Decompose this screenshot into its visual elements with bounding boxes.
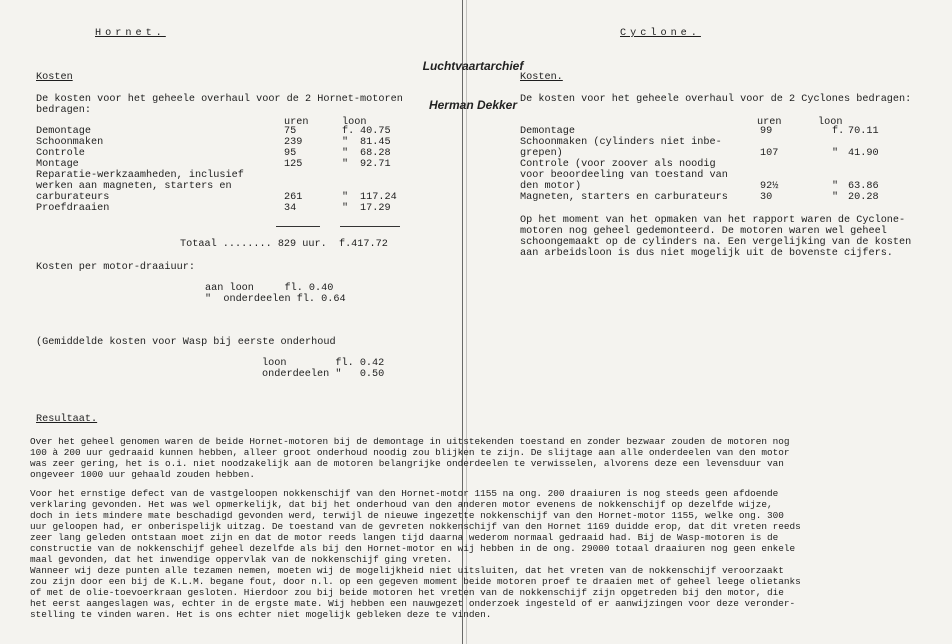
left-row-uren: 34: [284, 203, 297, 214]
right-row-label: den motor): [520, 181, 582, 192]
left-col-uren: uren: [284, 117, 309, 128]
right-intro: De kosten voor het geheele overhaul voor de 2 Cyclones bedragen:: [520, 94, 912, 105]
left-row-loon: 81.45: [360, 137, 391, 148]
left-row-label: werken aan magneten, starters en: [36, 181, 232, 192]
right-row-label: Schoonmaken (cylinders niet inbe-: [520, 137, 722, 148]
stamp-line-1: Luchtvaartarchief: [422, 59, 524, 73]
right-row-label: voor beoordeeling van toestand van: [520, 170, 728, 181]
resultaat-line: Wanneer wij deze punten alle tezamen nemen, moeten wij de mogelijkheid niet uitsluiten, dat het vreten van de nokkenschijf veroorzaakt: [30, 565, 784, 576]
right-row-label: Controle (voor zoover als noodig: [520, 159, 716, 170]
left-uren-total-rule: [276, 226, 320, 227]
left-wasp-note: (Gemiddelde kosten voor Wasp bij eerste onderhoud: [36, 337, 336, 348]
left-kosten-heading: Kosten: [36, 72, 73, 83]
left-row-uren: 261: [284, 192, 303, 203]
left-wasp-loon: loon fl. 0.42: [262, 358, 385, 369]
right-row-currency: ": [832, 181, 839, 192]
left-row-uren: 239: [284, 137, 303, 148]
right-col-loon: loon: [818, 117, 843, 128]
left-loon-total-rule: [340, 226, 400, 227]
left-per-uur: Kosten per motor-draaiuur:: [36, 262, 195, 273]
left-row-label: Demontage: [36, 126, 92, 137]
left-row-label: Reparatie-werkzaamheden, inclusief: [36, 170, 244, 181]
resultaat-line: zeer lang geleden ontstaan moet zijn en dat de motor reeds langen tijd daarna wederom normaal gedraaid had. Bij de Wasp-motoren is de: [30, 532, 779, 543]
resultaat-line: stelling te vinden waren. Het is ons echter niet mogelijk gebleken deze te vinden.: [30, 609, 492, 620]
left-row-label: Montage: [36, 159, 79, 170]
archive-stamp: [418, 34, 528, 125]
left-row-currency: ": [342, 203, 349, 214]
left-row-currency: ": [342, 148, 349, 159]
left-row-loon: 68.28: [360, 148, 391, 159]
left-row-currency: f.: [342, 126, 355, 137]
right-paragraph-line: aan arbeidsloon is dus niet mogelijk uit de bovenste cijfers.: [520, 248, 893, 259]
left-row-uren: 95: [284, 148, 297, 159]
left-row-label: Schoonmaken: [36, 137, 104, 148]
left-wasp-onderdeelen: onderdeelen " 0.50: [262, 369, 385, 380]
left-row-currency: ": [342, 159, 349, 170]
left-intro-line-2: bedragen:: [36, 105, 92, 116]
resultaat-line: was zeer gering, het is o.i. niet noodzakelijk aan de motoren belangrijke onderdeelen te verwisselen, alvorens deze een levensduur van: [30, 458, 784, 469]
left-onderdeelen: " onderdeelen fl. 0.64: [205, 294, 346, 305]
right-row-label: Magneten, starters en carburateurs: [520, 192, 728, 203]
left-row-label: Proefdraaien: [36, 203, 110, 214]
right-kosten-heading: Kosten.: [520, 72, 563, 83]
resultaat-line: Over het geheel genomen waren de beide Hornet-motoren bij de demontage in uitstekenden toestand en zonder bezwaar zouden de motoren nog: [30, 436, 790, 447]
right-paragraph-line: motoren nog geheel gedemonteerd. De motoren waren wel geheel: [520, 226, 887, 237]
left-heading: Hornet.: [95, 28, 166, 39]
resultaat-line: zou zijn door een bij de K.L.M. begane fout, door n.l. op een gegeven moment beide motoren proef te draaien met of geheel leege olietanks: [30, 576, 801, 587]
left-col-loon: loon: [342, 117, 367, 128]
left-row-uren: 75: [284, 126, 297, 137]
right-row-loon: 63.86: [848, 181, 879, 192]
right-paragraph-line: Op het moment van het opmaken van het rapport waren de Cyclone-: [520, 215, 906, 226]
right-row-currency: f.: [832, 126, 845, 137]
resultaat-line: verklaring gevonden. Het was wel opmerkelijk, dat bij het onderhoud van den anderen motor evenens de nokkenschijf op dezelfde wijze,: [30, 499, 773, 510]
left-row-currency: ": [342, 192, 349, 203]
right-row-loon: 41.90: [848, 148, 879, 159]
resultaat-line: maal gevonden, dat het inwendige oppervlak van de nokkenschijf ging vreten.: [30, 554, 452, 565]
left-row-uren: 125: [284, 159, 303, 170]
left-row-loon: 92.71: [360, 159, 391, 170]
right-heading: Cyclone.: [620, 28, 701, 39]
right-row-uren: 92½: [760, 181, 779, 192]
right-row-currency: ": [832, 192, 839, 203]
right-row-label: grepen): [520, 148, 563, 159]
left-row-loon: 40.75: [360, 126, 391, 137]
resultaat-line: 100 à 200 uur gedraaid kunnen hebben, alleer groot onderhoud noodig zou blijken te zijn. De slijtage aan alle onderdeelen van den motor: [30, 447, 790, 458]
resultaat-heading: Resultaat.: [36, 414, 98, 425]
right-col-uren: uren: [757, 117, 782, 128]
right-row-uren: 99: [760, 126, 773, 137]
left-row-label: Controle: [36, 148, 85, 159]
right-row-label: Demontage: [520, 126, 576, 137]
stamp-line-2: Herman Dekker: [428, 98, 518, 112]
right-paragraph-line: schoongemaakt op de cylinders na. Een vergelijking van de kosten: [520, 237, 912, 248]
right-row-uren: 30: [760, 192, 773, 203]
resultaat-line: Voor het ernstige defect van de vastgeloopen nokkenschijf van den Hornet-motor 1155 na ong. 200 draaiuren is nog steeds geen afdoende: [30, 488, 779, 499]
left-row-loon: 17.29: [360, 203, 391, 214]
resultaat-line: ongeveer 1000 uur gehaald zouden hebben.: [30, 469, 256, 480]
resultaat-line: het eerst aangeslagen was, echter in de ergste mate. Wij hebben een nauwgezet onderzoek ingesteld of er aanwijzingen voor deze veronder-: [30, 598, 796, 609]
resultaat-line: doch in iets mindere mate beschadigd gevonden werd, terwijl de nieuwe ingezette nokkenschijf van den Hornet-motor 1155, welke ong. 300: [30, 510, 784, 521]
resultaat-line: constructie van de nokkenschijf geheel dezelfde als bij den Hornet-motor en wij hebben in de ong. 29000 totaal draaiuren nog geen enkele: [30, 543, 796, 554]
right-row-currency: ": [832, 148, 839, 159]
left-intro-line-1: De kosten voor het geheele overhaul voor de 2 Hornet-motoren: [36, 94, 403, 105]
left-row-label: carburateurs: [36, 192, 110, 203]
left-totaal: Totaal ........ 829 uur. f.417.72: [180, 239, 388, 250]
left-aan-loon: aan loon fl. 0.40: [205, 283, 334, 294]
resultaat-line: uur geloopen had, er onberispelijk uitzag. De toestand van de gevreten nokkenschijf van den Hornet 1169 duidde erop, dat dit vreten reeds: [30, 521, 801, 532]
right-row-uren: 107: [760, 148, 779, 159]
left-row-loon: 117.24: [360, 192, 397, 203]
resultaat-line: of met de olie-toevoerkraan gesloten. Hierdoor zou bij beide motoren het vreten van de nokkenschijf zijn opgetreden bij den motor, die: [30, 587, 784, 598]
left-row-currency: ": [342, 137, 349, 148]
right-row-loon: 70.11: [848, 126, 879, 137]
right-row-loon: 20.28: [848, 192, 879, 203]
